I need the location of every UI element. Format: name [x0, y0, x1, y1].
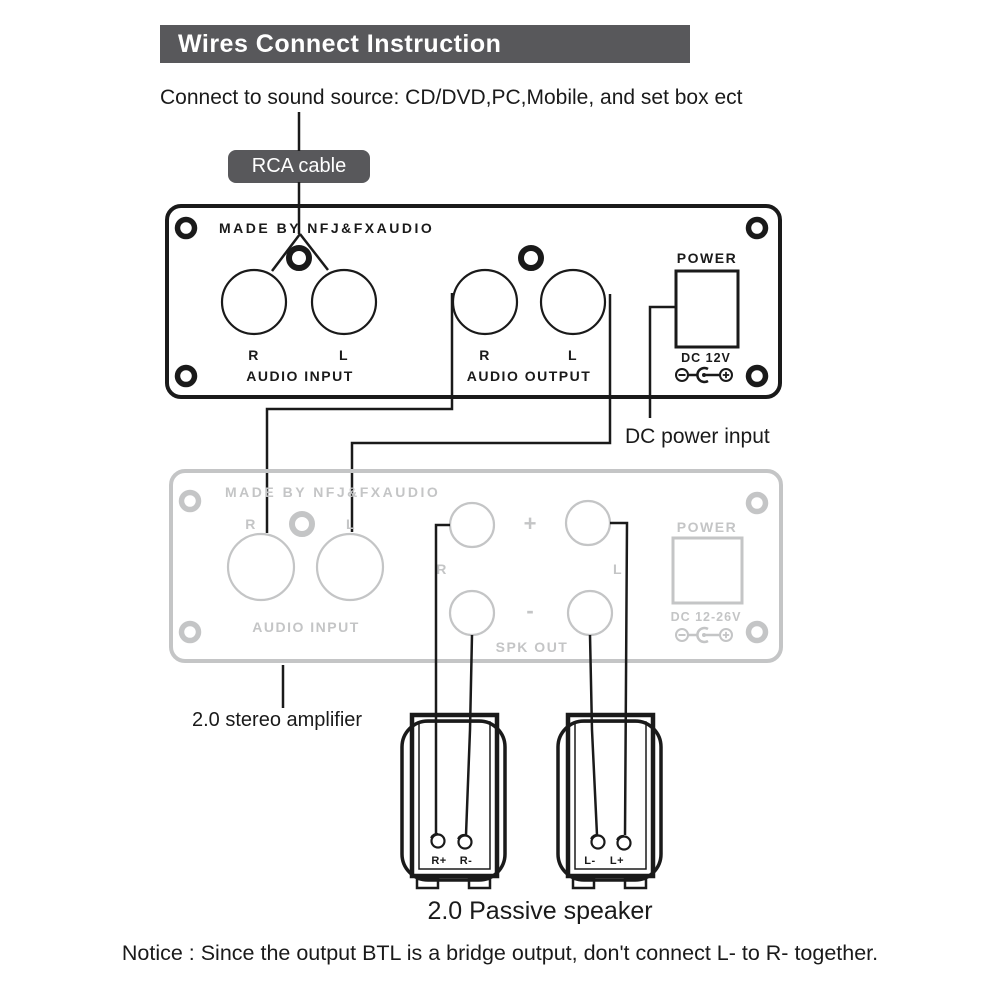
speaker-wires	[431, 523, 631, 850]
output-l-label: L	[567, 347, 579, 363]
audio-output-label: AUDIO OUTPUT	[466, 368, 592, 384]
terminal-label-l-plus: L+	[609, 855, 625, 867]
minus-sign: -	[526, 598, 534, 623]
amplifier-rear-panel	[171, 471, 781, 661]
power-label: POWER	[676, 250, 738, 266]
wire-l-minus	[590, 635, 597, 835]
terminal-label-r-plus: R+	[431, 855, 447, 867]
screw-icon	[182, 624, 199, 641]
left-speaker	[402, 715, 505, 888]
dc-power-wire	[650, 307, 676, 418]
plus-sign: +	[523, 511, 537, 536]
audio-output-section	[453, 248, 605, 384]
rca-cable-badge: RCA cable	[228, 150, 370, 183]
spk-l-label: L	[612, 561, 624, 577]
rca-output-r-jack	[453, 270, 517, 334]
power-label: POWER	[676, 519, 738, 535]
sound-source-note: Connect to sound source: CD/DVD,PC,Mobile, and set box ect	[160, 86, 743, 109]
screw-icon	[178, 220, 195, 237]
post-l-minus	[568, 591, 612, 635]
wire-r-minus	[466, 635, 472, 835]
brand-text: MADE BY NFJ&FXAUDIO	[225, 484, 441, 500]
amplifier-caption: 2.0 stereo amplifier	[192, 709, 363, 731]
spk-r-label: R	[436, 561, 448, 577]
brand-text: MADE BY NFJ&FXAUDIO	[219, 220, 435, 236]
speaker-terminal-plate	[412, 715, 497, 876]
terminal-lug-icon	[458, 835, 472, 849]
screw-icon	[182, 493, 199, 510]
dc-jack	[676, 271, 738, 347]
page-title: Wires Connect Instruction	[160, 25, 690, 63]
notice-text: Notice : Since the output BTL is a bridge output, don't connect L- to R- together.	[121, 941, 879, 965]
dc-jack	[673, 538, 742, 603]
speaker-output-section	[436, 501, 623, 655]
amp-audio-input-section	[228, 514, 383, 635]
audio-input-section	[222, 248, 376, 384]
voltage-label: DC 12V	[681, 351, 731, 365]
terminal-lug-icon	[431, 834, 445, 848]
audio-input-label: AUDIO INPUT	[252, 619, 360, 635]
terminal-lug-icon	[591, 835, 605, 849]
polarity-icon	[676, 628, 732, 642]
rca-output-l-jack	[541, 270, 605, 334]
post-l-plus	[566, 501, 610, 545]
post-r-minus	[450, 591, 494, 635]
amp-input-r-label: R	[245, 516, 257, 532]
terminal-label-l-minus: L-	[584, 855, 596, 867]
input-l-label: L	[338, 347, 350, 363]
rca-input-l-jack	[312, 270, 376, 334]
rca-input-r-jack	[222, 270, 286, 334]
screw-icon	[749, 220, 766, 237]
amp-power-section	[671, 519, 742, 642]
output-r-label: R	[479, 347, 491, 363]
speaker-terminal-plate	[568, 715, 653, 876]
terminal-label-r-minus: R-	[459, 855, 473, 867]
spk-out-label: SPK OUT	[495, 639, 569, 655]
polarity-icon	[676, 368, 732, 382]
input-r-label: R	[248, 347, 260, 363]
screw-icon	[749, 495, 766, 512]
screw-icon	[178, 368, 195, 385]
right-speaker	[558, 715, 661, 888]
post-r-plus	[450, 503, 494, 547]
audio-input-label: AUDIO INPUT	[246, 368, 354, 384]
voltage-label: DC 12-26V	[670, 610, 742, 624]
screw-icon	[749, 368, 766, 385]
terminal-lug-icon	[617, 836, 631, 850]
rca-input-l-jack	[317, 534, 383, 600]
aux-jack-icon	[521, 248, 541, 268]
power-section	[676, 250, 738, 382]
rca-input-r-jack	[228, 534, 294, 600]
preamp-rear-panel	[167, 206, 780, 397]
passive-speaker-caption: 2.0 Passive speaker	[427, 897, 653, 925]
aux-jack-icon	[292, 514, 312, 534]
dc-power-input-label: DC power input	[625, 425, 770, 448]
aux-jack-icon	[289, 248, 309, 268]
amp-input-l-label: L	[345, 516, 357, 532]
screw-icon	[749, 624, 766, 641]
